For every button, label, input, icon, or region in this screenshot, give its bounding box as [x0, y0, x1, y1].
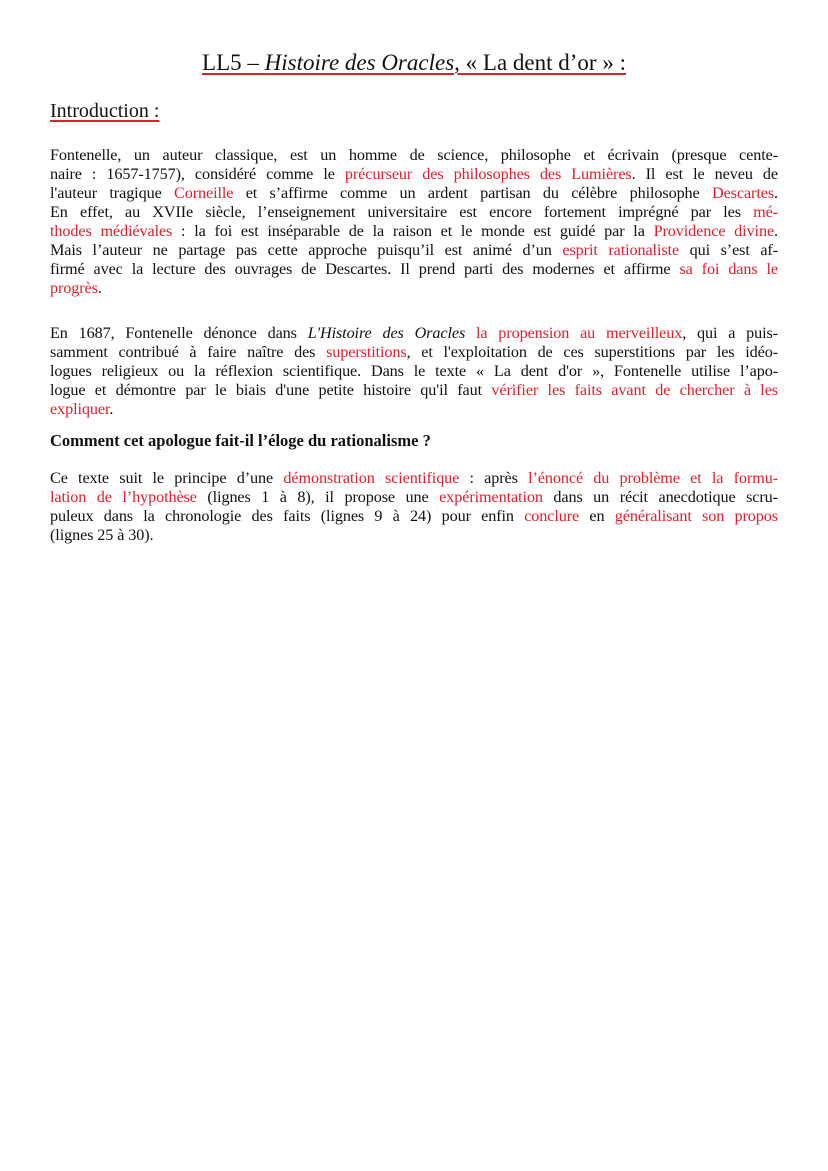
highlighted-term: démonstration scientifique: [283, 469, 460, 487]
text-line: [50, 146, 778, 165]
text-line: [50, 526, 778, 545]
paragraph-context: [50, 146, 778, 298]
highlighted-term: l’énoncé du problème et la formu-: [528, 469, 778, 487]
highlighted-term: esprit rationaliste: [562, 241, 680, 259]
text-segment: .: [109, 400, 114, 418]
text-segment: naire : 1657-1757), considéré comme le: [50, 165, 345, 183]
text-segment: dans un récit anecdotique scru-: [542, 488, 778, 506]
highlighted-term: progrès: [50, 279, 98, 297]
highlighted-term: vérifier les faits avant de chercher à les: [491, 381, 778, 399]
highlighted-term: superstitions: [326, 343, 407, 361]
paragraph-plan: [50, 469, 778, 545]
highlighted-term: conclure: [524, 507, 580, 525]
introduction-heading: Introduction :: [50, 100, 160, 122]
text-line: [50, 507, 778, 526]
highlighted-term: Corneille: [174, 184, 234, 202]
text-line: [50, 222, 778, 241]
highlighted-term: expérimentation: [439, 488, 543, 506]
highlighted-term: généralisant son propos: [614, 507, 778, 525]
highlighted-term: sa foi dans le: [679, 260, 779, 278]
text-line: [50, 203, 778, 222]
text-segment: l'auteur tragique: [50, 184, 175, 202]
text-segment: en: [579, 507, 615, 525]
text-segment: Fontenelle, un auteur classique, est un homme de science, philosophe et écrivain (presque cente-: [50, 146, 778, 164]
text-line: [50, 184, 778, 203]
text-segment: , et l'exploitation de ces superstitions par les idéo-: [406, 343, 778, 361]
highlighted-term: Descartes: [712, 184, 775, 202]
text-line: [50, 400, 778, 419]
text-segment: En 1687, Fontenelle dénonce dans: [50, 324, 308, 342]
text-segment: .: [97, 279, 102, 297]
text-line: [50, 260, 778, 279]
highlighted-term: la propension au merveilleux: [475, 324, 683, 342]
text-line: [50, 241, 778, 260]
text-segment: samment contribué à faire naître des: [50, 343, 327, 361]
paragraph-work: [50, 324, 778, 419]
text-line: [50, 165, 778, 184]
text-line: [50, 488, 778, 507]
text-segment: logues religieux ou la réflexion scientifique. Dans le texte « La dent d'or », Fontenelle utilise l’apo-: [50, 362, 778, 380]
text-segment: et s’affirme comme un ardent partisan du célèbre philosophe: [233, 184, 712, 202]
text-segment: En effet, au XVIIe siècle, l’enseignement universitaire est encore fortement imprégné par les: [50, 203, 754, 221]
text-segment: Mais l’auteur ne partage pas cette approche puisqu’il est animé d’un: [50, 241, 563, 259]
text-segment: . Il est le neveu de: [631, 165, 778, 183]
text-segment: [465, 324, 476, 342]
highlighted-term: Providence divine: [653, 222, 775, 240]
text-segment: firmé avec la lecture des ouvrages de Descartes. Il prend parti des modernes et affirme: [50, 260, 680, 278]
highlighted-term: précurseur des philosophes des Lumières: [344, 165, 632, 183]
text-line: [50, 469, 778, 488]
title-prefix: LL5 –: [202, 50, 265, 75]
highlighted-term: lation de l’hypothèse: [50, 488, 197, 506]
text-line: [50, 324, 778, 343]
text-segment: : la foi est inséparable de la raison et le monde est guidé par la: [172, 222, 654, 240]
highlighted-term: mé-: [753, 203, 778, 221]
text-segment: .: [774, 184, 778, 202]
title-suffix: , « La dent d’or » :: [454, 50, 626, 75]
highlighted-term: expliquer: [50, 400, 110, 418]
title-work: Histoire des Oracles: [264, 50, 455, 75]
text-segment: : après: [459, 469, 529, 487]
text-segment: , qui a puis-: [682, 324, 778, 342]
text-segment: logue et démontre par le biais d'une petite histoire qu'il faut: [50, 381, 492, 399]
text-segment: (lignes 1 à 8), il propose une: [196, 488, 440, 506]
highlighted-term: thodes médiévales: [50, 222, 173, 240]
text-line: [50, 381, 778, 400]
text-segment: Ce texte suit le principe d’une: [50, 469, 284, 487]
text-segment: .: [774, 222, 778, 240]
text-line: [50, 343, 778, 362]
text-line: [50, 362, 778, 381]
text-segment: (lignes 25 à 30).: [50, 526, 154, 544]
text-segment: puleux dans la chronologie des faits (lignes 9 à 24) pour enfin: [50, 507, 525, 525]
problematic-question: Comment cet apologue fait-il l’éloge du rationalisme ?: [50, 431, 431, 450]
text-line: [50, 279, 778, 298]
text-segment: qui s’est af-: [679, 241, 778, 259]
text-segment: L'Histoire des Oracles: [307, 324, 466, 342]
document-title: [0, 50, 828, 76]
